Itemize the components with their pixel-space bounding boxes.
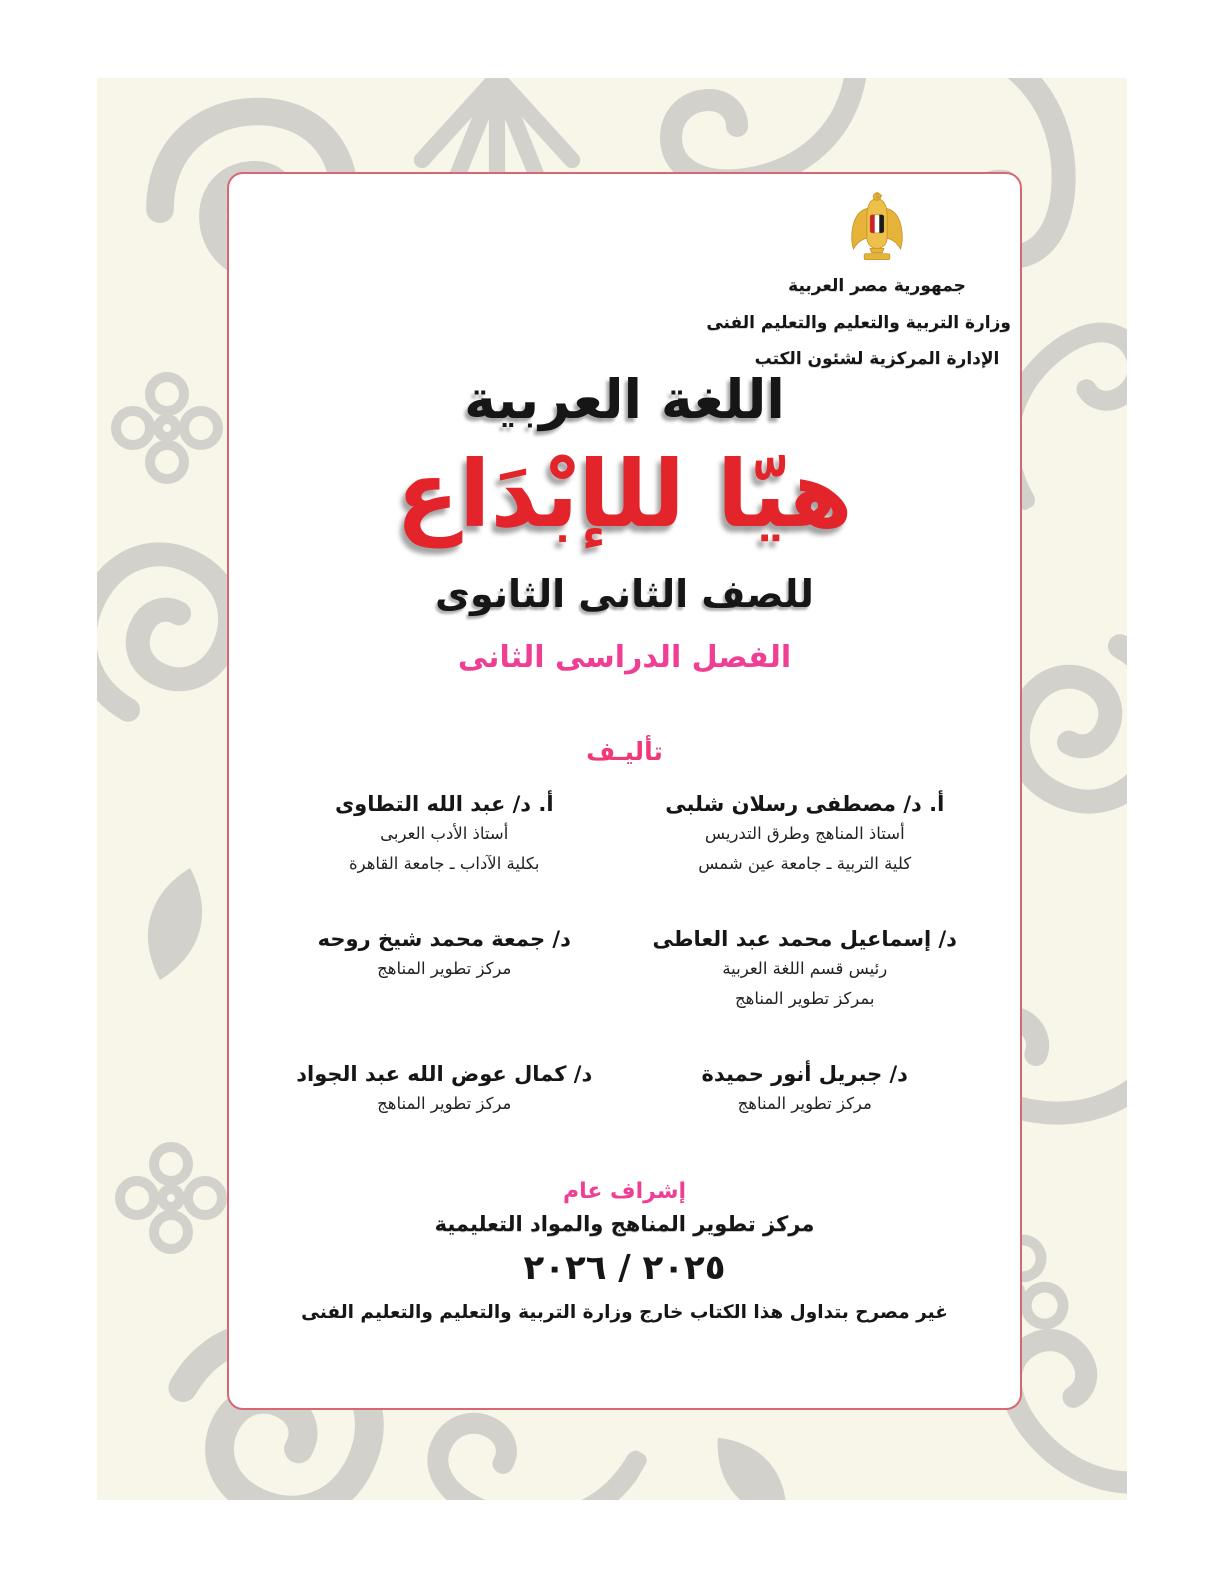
author-entry (271, 790, 618, 879)
author-entry (271, 1060, 618, 1119)
authors-grid (229, 790, 1020, 1165)
author-affiliation: أستاذ المناهج وطرق التدريس (704, 824, 905, 844)
government-header (706, 190, 1011, 378)
author-affiliation: مركز تطوير المناهج (377, 959, 512, 979)
ornament-floret-icon (107, 368, 227, 488)
supervision-label: إشراف عام (562, 1178, 687, 1204)
author-entry (632, 790, 979, 879)
grade-line: للصف الثانى الثانوى (435, 572, 814, 616)
book-title: هيّا للإبْدَاع (396, 441, 853, 548)
author-affiliation: أستاذ الأدب العربى (380, 824, 509, 844)
country-name: جمهورية مصر العربية (788, 276, 966, 296)
authoring-label: تأليـف (586, 737, 663, 766)
subject-title: اللغة العربية (464, 368, 785, 431)
supervising-body: مركز تطوير المناهج والمواد التعليمية (434, 1211, 815, 1236)
distribution-notice: غير مصرح بتداول هذا الكتاب خارج وزارة التربية والتعليم والتعليم الفنى (301, 1301, 948, 1323)
author-name: د/ كمال عوض الله عبد الجواد (296, 1061, 593, 1086)
author-affiliation: مركز تطوير المناهج (737, 1093, 872, 1113)
administration-name: الإدارة المركزية لشئون الكتب (754, 349, 1000, 370)
author-entry (271, 925, 618, 1014)
ornament-floret-icon (111, 1138, 231, 1258)
author-name: د/ إسماعيل محمد عبد العاطى (652, 926, 957, 951)
author-affiliation: بمركز تطوير المناهج (734, 988, 875, 1008)
author-name: د/ جبريل أنور حميدة (701, 1061, 908, 1086)
cover-card (227, 172, 1022, 1410)
school-year: ٢٠٢٥ / ٢٠٢٦ (523, 1247, 726, 1288)
author-entry (632, 925, 979, 1014)
author-entry (632, 1060, 979, 1119)
author-name: أ. د/ مصطفى رسلان شلبى (665, 792, 945, 816)
egypt-eagle-emblem-icon (845, 190, 909, 262)
author-name: أ. د/ عبد الله التطاوى (334, 792, 554, 816)
ministry-name: وزارة التربية والتعليم والتعليم الفنى (706, 312, 1011, 333)
author-affiliation: رئيس قسم اللغة العربية (722, 959, 888, 979)
author-affiliation: كلية التربية ـ جامعة عين شمس (698, 854, 912, 874)
author-affiliation: بكلية الآداب ـ جامعة القاهرة (348, 854, 540, 874)
author-name: د/ جمعة محمد شيخ روحه (317, 926, 571, 951)
semester-line: الفصل الدراسى الثانى (457, 640, 792, 675)
author-affiliation: مركز تطوير المناهج (377, 1093, 512, 1113)
ornament-leaf-icon (671, 1397, 833, 1500)
